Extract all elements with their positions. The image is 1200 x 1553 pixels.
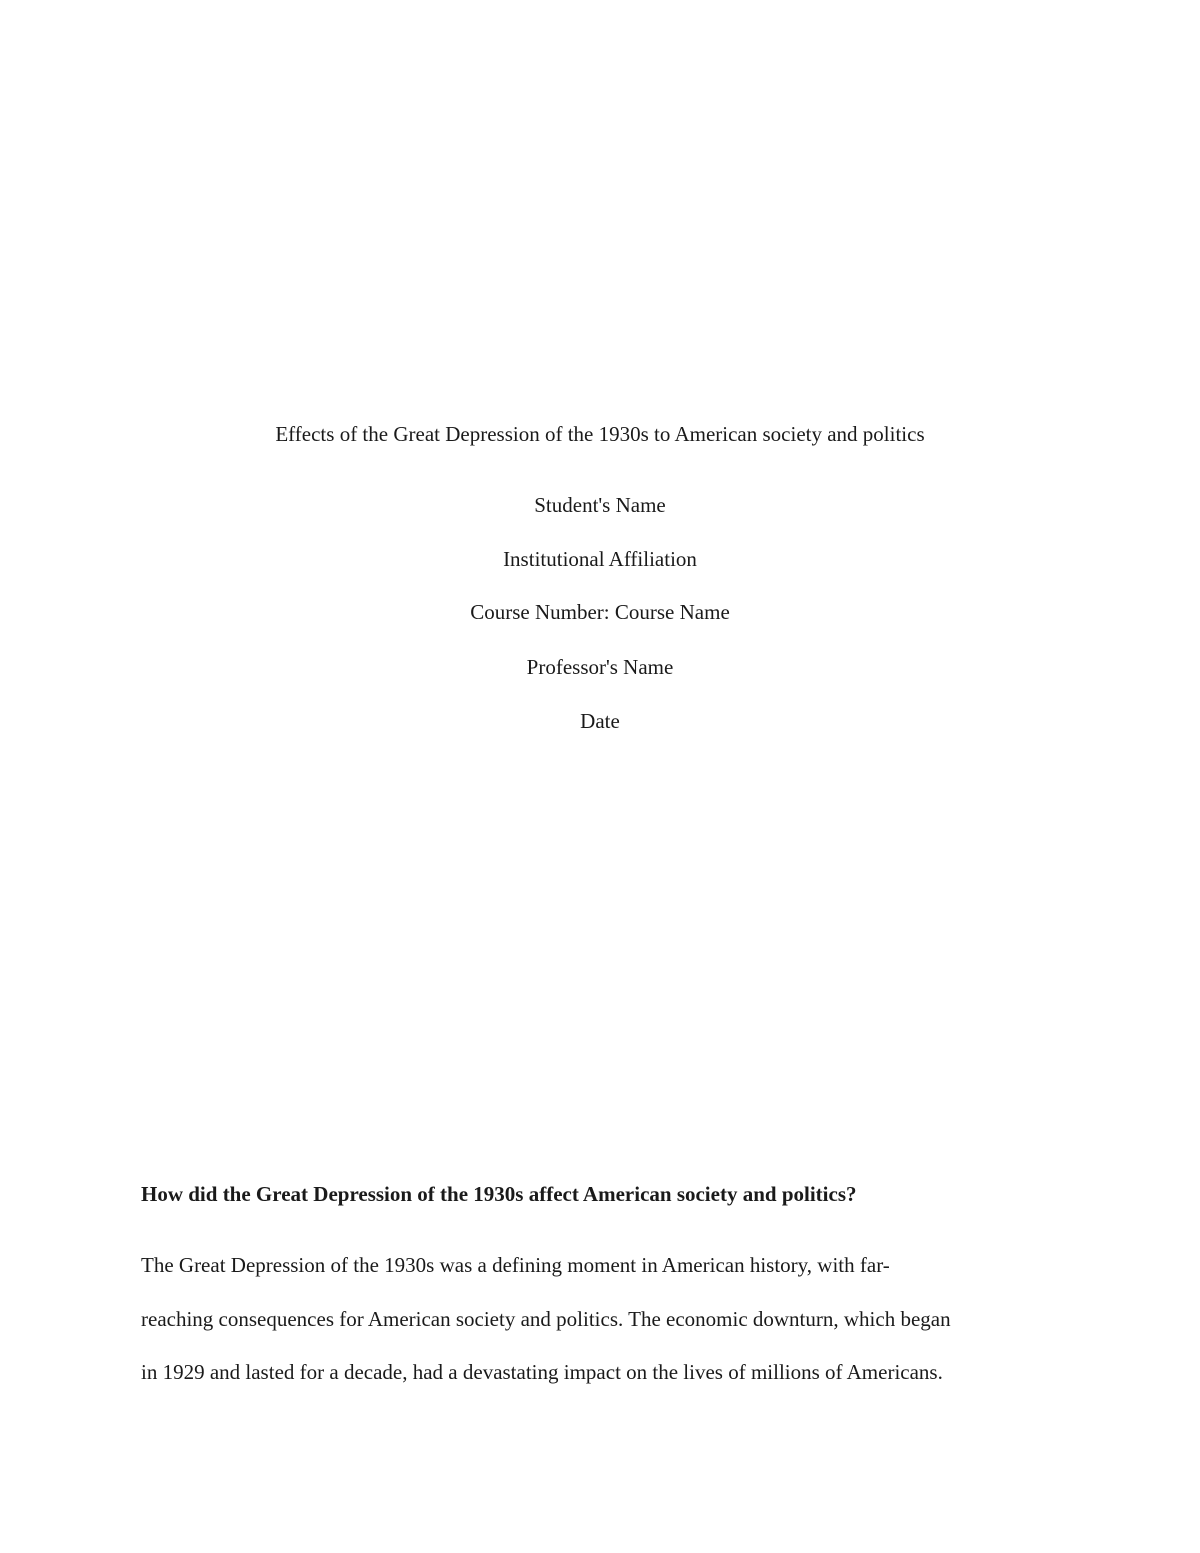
institutional-affiliation: Institutional Affiliation xyxy=(503,547,697,571)
professor-name: Professor's Name xyxy=(526,655,674,679)
paper-title: Effects of the Great Depression of the 1930s to American society and politics xyxy=(275,422,925,446)
paragraph-line: reaching consequences for American society and politics. The economic downturn, which began xyxy=(141,1307,951,1331)
date: Date xyxy=(580,709,620,733)
paragraph-line: in 1929 and lasted for a decade, had a devastating impact on the lives of millions of Americans. xyxy=(141,1360,943,1384)
paragraph-line: The Great Depression of the 1930s was a defining moment in American history, with far- xyxy=(141,1253,890,1277)
course-info: Course Number: Course Name xyxy=(470,600,730,624)
section-heading: How did the Great Depression of the 1930s affect American society and politics? xyxy=(141,1182,857,1206)
student-name: Student's Name xyxy=(534,493,666,517)
